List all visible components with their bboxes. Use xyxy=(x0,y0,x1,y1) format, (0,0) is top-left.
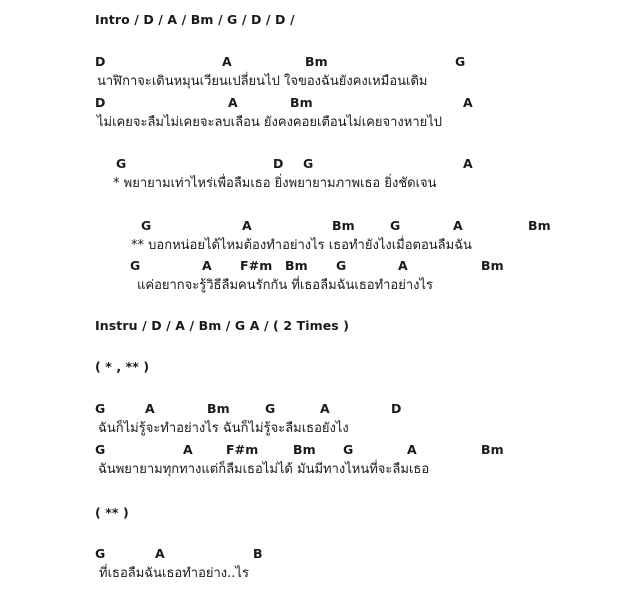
chord: F#m xyxy=(226,442,259,457)
chord: A xyxy=(463,95,473,110)
chord: A xyxy=(183,442,193,457)
chord: G xyxy=(130,258,141,273)
instru-line: Instru / D / A / Bm / G A / ( 2 Times ) xyxy=(95,318,350,333)
chord: G xyxy=(455,54,466,69)
prechorus-lyric-1: * พยายามเท่าไหร่เพื่อลืมเธอ ยิ่งพยายามภาพเธอ ยิ่งชัดเจน xyxy=(113,176,437,191)
chord: A xyxy=(155,546,165,561)
chord: G xyxy=(390,218,401,233)
bridge-chord-row-1 xyxy=(0,401,620,419)
chord: G xyxy=(343,442,354,457)
chorus-chord-row-1 xyxy=(0,218,620,236)
bridge-lyric-1: ฉันก็ไม่รู้จะทำอย่างไร ฉันก็ไม่รู้จะลืมเธอยังไง xyxy=(98,421,349,436)
chord: G xyxy=(95,442,106,457)
verse1-lyric-1: นาฬิกาจะเดินหมุนเวียนเปลี่ยนไป ใจของฉันยังคงเหมือนเดิม xyxy=(97,74,428,89)
chord: D xyxy=(95,95,106,110)
chorus-chord-row-2 xyxy=(0,258,620,276)
chord: A xyxy=(242,218,252,233)
chord: Bm xyxy=(285,258,308,273)
chord: A xyxy=(453,218,463,233)
chord: Bm xyxy=(332,218,355,233)
chord: G xyxy=(95,401,106,416)
chord: B xyxy=(253,546,263,561)
chord: D xyxy=(273,156,284,171)
intro-line: Intro / D / A / Bm / G / D / D / xyxy=(95,12,295,27)
chord: A xyxy=(202,258,212,273)
verse1-chord-row-2 xyxy=(0,95,620,113)
chord: A xyxy=(222,54,232,69)
outro-lyric-1: ที่เธอลืมฉันเธอทำอย่าง..ไร xyxy=(99,566,249,581)
chord: G xyxy=(141,218,152,233)
chorus-lyric-2: แค่อยากจะรู้วิธีลืมคนรักกัน ที่เธอลืมฉันเธอทำอย่างไร xyxy=(137,278,434,293)
chord: D xyxy=(391,401,402,416)
chord: G xyxy=(303,156,314,171)
chord: Bm xyxy=(293,442,316,457)
chord: A xyxy=(320,401,330,416)
chord: A xyxy=(145,401,155,416)
bridge-chord-row-2 xyxy=(0,442,620,460)
chord: F#m xyxy=(240,258,273,273)
chord: Bm xyxy=(290,95,313,110)
chord: Bm xyxy=(481,258,504,273)
repeat-marker-2: ( ** ) xyxy=(95,505,129,520)
chorus-lyric-1: ** บอกหน่อยได้ไหมต้องทำอย่างไร เธอทำยังไงเมื่อตอนลืมฉัน xyxy=(131,238,472,253)
prechorus-chord-row-1 xyxy=(0,156,620,174)
chord: G xyxy=(336,258,347,273)
chord: G xyxy=(95,546,106,561)
repeat-marker-1: ( * , ** ) xyxy=(95,359,150,374)
verse1-lyric-2: ไม่เคยจะลืมไม่เคยจะลบเลือน ยังคงคอยเตือนไม่เคยจางหายไป xyxy=(97,115,443,130)
chord: A xyxy=(228,95,238,110)
chord: Bm xyxy=(305,54,328,69)
chord: D xyxy=(95,54,106,69)
chord: Bm xyxy=(207,401,230,416)
bridge-lyric-2: ฉันพยายามทุกทางแต่ก็ลืมเธอไม่ได้ มันมีทางไหนที่จะลืมเธอ xyxy=(98,462,430,477)
chord: A xyxy=(463,156,473,171)
chord: Bm xyxy=(528,218,551,233)
verse1-chord-row-1 xyxy=(0,54,620,72)
chord: A xyxy=(407,442,417,457)
chord: G xyxy=(265,401,276,416)
chord: A xyxy=(398,258,408,273)
chord: G xyxy=(116,156,127,171)
outro-chord-row-1 xyxy=(0,546,620,564)
chord: Bm xyxy=(481,442,504,457)
